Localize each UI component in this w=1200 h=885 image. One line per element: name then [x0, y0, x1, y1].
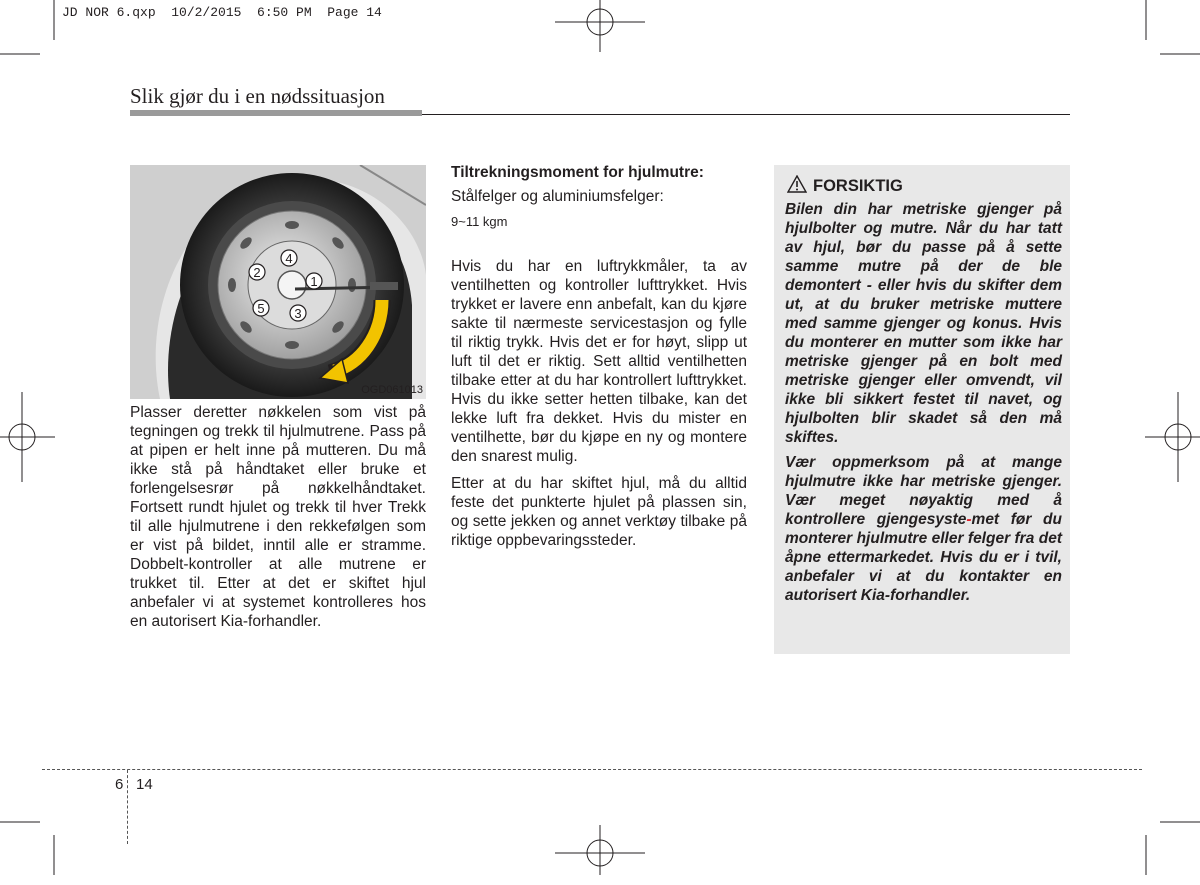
svg-text:2: 2 [253, 265, 261, 280]
lug-nut-callouts [130, 165, 426, 399]
warning-triangle-icon [787, 175, 807, 198]
torque-value: 9~11 kgm [451, 214, 508, 229]
caution-header [787, 175, 1062, 198]
caution-box [774, 165, 1070, 654]
svg-text:5: 5 [257, 301, 265, 316]
callout-1 [306, 273, 322, 289]
registration-mark-bottom [555, 825, 645, 885]
storage-paragraph: Etter at du har skiftet hjul, må du alltid feste det punkterte hjulet på plassen sin, og sette jekken og annet verktøy tilbake på riktige oppbevaringssteder. [451, 475, 747, 549]
caution-title: FORSIKTIG [813, 177, 903, 195]
caution-text-part: Vær oppmerksom på at mange hjulmutre ikke har metriske gjenger. Vær meget nøyaktig med å kontrollere gjengesyste [785, 454, 1062, 528]
body-paragraph: Plasser deretter nøkkelen som vist på tegningen og trekk til hjulmutrene. Pass på at pipen er helt inne på mutteren. Du må ikke stå på håndtaket eller bruke et forlengelsesrør på nøkkelhåndtaket. Fortsett rundt hjulet og trekk til hver Trekk til alle hjulmutrene i den rekkefølgen som er vist på bildet, inntil alle er stramme. Dobbelt-kontroller at alle mutrene er trukket til. Etter at det er skiftet hjul anbefaler vi at systemet kontrolleres hos en autorisert Kia-forhandler. [130, 404, 426, 630]
callout-3 [290, 305, 306, 321]
svg-text:1: 1 [310, 274, 318, 289]
caution-paragraph-metric-threads: Bilen din har metriske gjenger på hjulbolter og mutre. Når du har tatt av hjul, bør du passe på å sette samme mutre på der de ble demontert - eller hvis du skifter dem ut, at du bruker metriske muttere med samme gjenger og konus. Hvis du monterer en mutter som ikke har metriske gjenger på en bolt med metriske gjenger eller omvendt, vil ikke bli sikkert festet til navet, og hjulbolten blir skadet så den må skiftes. [785, 201, 1062, 446]
wheel-illustration [130, 165, 426, 399]
rim-types: Stålfelger og aluminiumsfelger: [451, 188, 664, 205]
figure-code: OGD061013 [361, 384, 423, 396]
callout-4 [281, 250, 297, 266]
print-slug-line: JD NOR 6.qxp 10/2/2015 6:50 PM Page 14 [62, 5, 382, 20]
callout-5 [253, 300, 269, 316]
registration-mark-top [555, 0, 645, 60]
svg-text:3: 3 [294, 306, 302, 321]
footer-rule [42, 769, 1142, 770]
registration-mark-left [0, 387, 60, 487]
tire-pressure-paragraph: Hvis du har en luftrykkmåler, ta av ventilhetten og kontroller lufttrykket. Hvis trykket er lavere enn anbefalt, kan du kjøre sakte til nærmeste servicestasjon og fylle til riktig trykk. Hvis det er for høyt, slipp ut luft til det er riktig. Sett alltid ventilhetten tilbake etter at du har kontrollert lufttrykket. Hvis du ikke setter hetten tilbake, kan det lekke luft fra dekket. Hvis du mister en ventilhette, bør du kjøpe en ny og montere den snarest mulig. [451, 258, 747, 465]
caution-text-part: met før du monterer hjulmutre eller felger fra det åpne ettermarkedet. Hvis du er i tvil, anbefaler vi at du kontakter en autorisert Kia-forhandler. [785, 511, 1062, 604]
torque-heading: Tiltrekningsmoment for hjulmutre: [451, 164, 704, 181]
column-left [130, 403, 426, 639]
footer-divider [127, 770, 128, 844]
section-title: Slik gjør du i en nødssituasjon [130, 84, 385, 108]
caution-paragraph-aftermarket [785, 453, 1062, 605]
page-number: 14 [136, 776, 153, 793]
column-middle [451, 163, 747, 558]
callout-2 [249, 264, 265, 280]
title-rule [422, 114, 1070, 115]
svg-text:4: 4 [285, 251, 293, 266]
red-hyphen: - [966, 511, 972, 528]
registration-mark-right [1140, 387, 1200, 487]
title-rule-accent [130, 110, 422, 116]
chapter-number: 6 [115, 776, 124, 793]
